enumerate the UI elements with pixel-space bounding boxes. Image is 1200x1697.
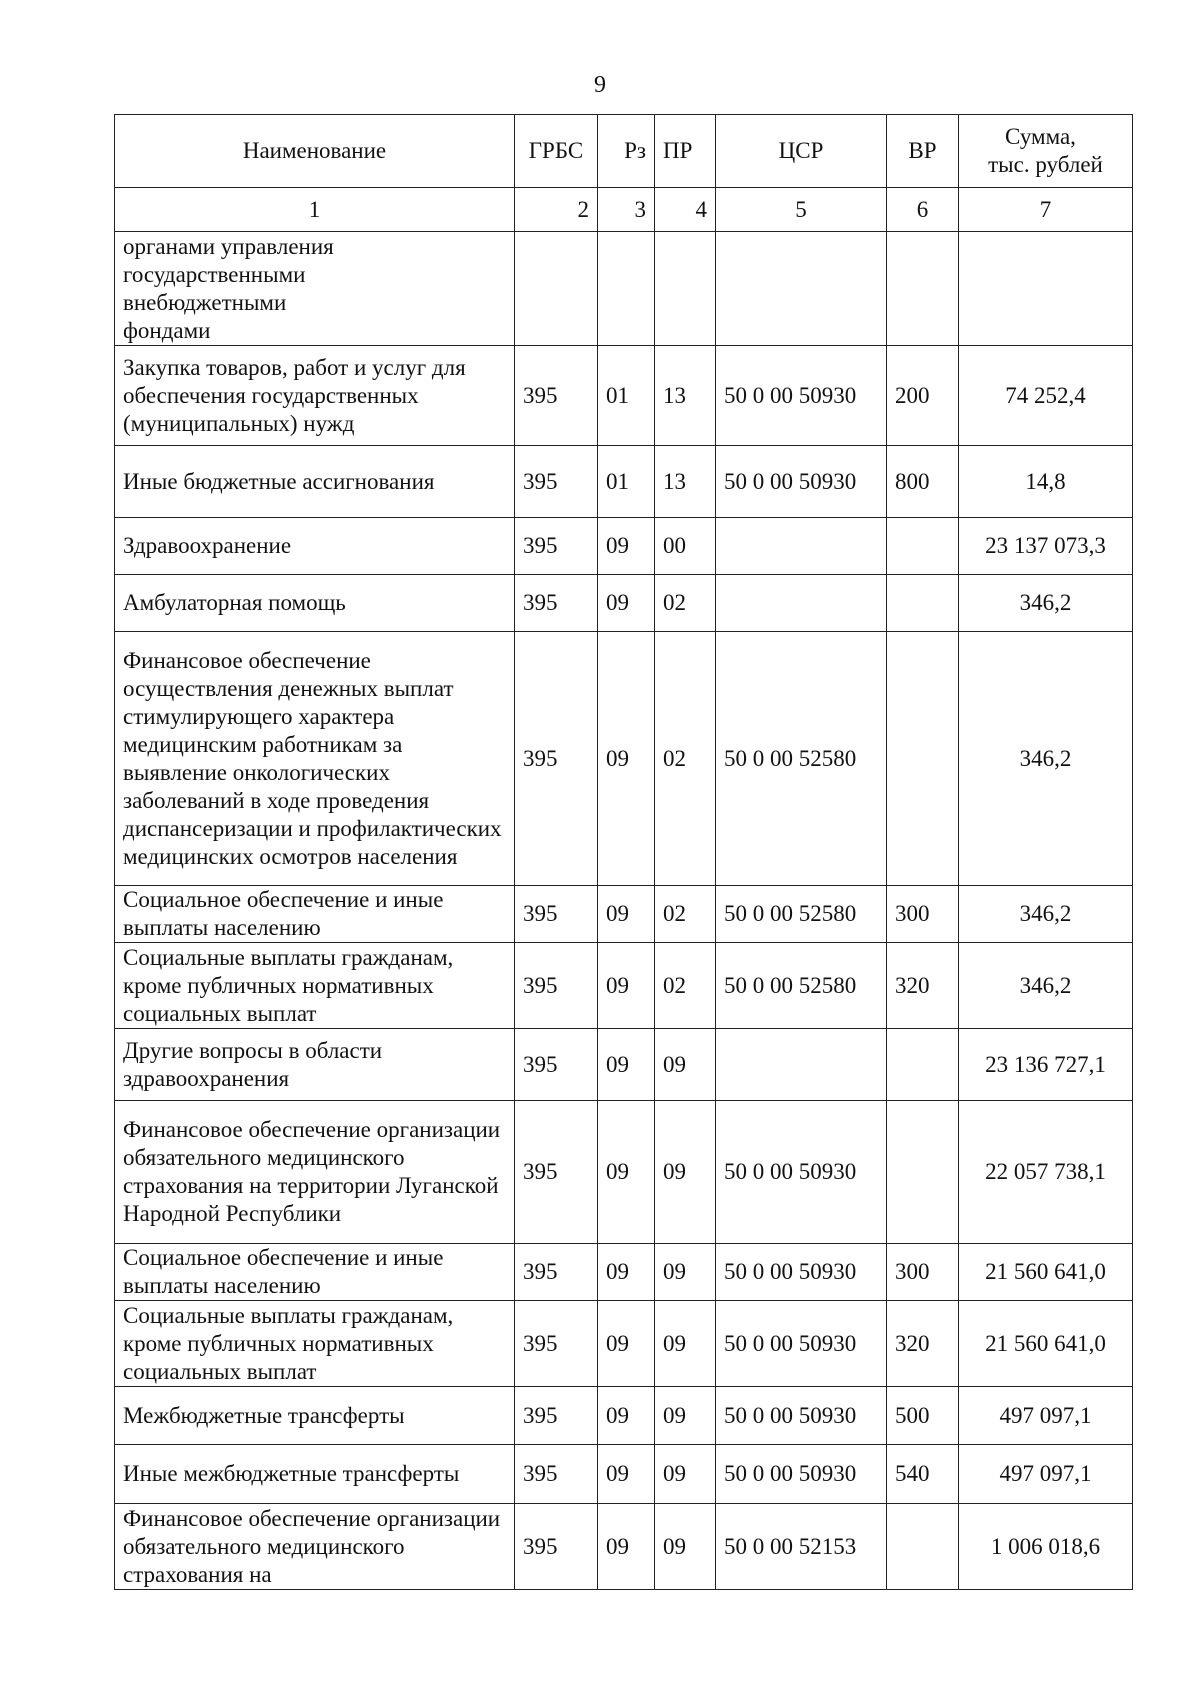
row-csr-cell [716,518,887,575]
column-number: 4 [655,188,716,232]
row-csr-cell: 50 0 00 50930 [716,346,887,446]
row-name-cell: Здравоохранение [115,518,515,575]
header-sum [959,115,1133,188]
row-grbs-cell: 395 [515,1101,598,1244]
row-pr-cell: 09 [655,1504,716,1590]
row-sum-cell: 23 137 073,3 [959,518,1133,575]
table-row [115,1301,1133,1387]
row-rz-cell: 09 [598,1445,655,1504]
column-number: 3 [598,188,655,232]
header-rz: Рз [598,115,655,188]
row-vr-cell: 500 [887,1387,959,1445]
column-number: 1 [115,188,515,232]
row-rz-cell: 09 [598,886,655,943]
row-pr-cell: 02 [655,632,716,886]
row-pr-cell: 02 [655,886,716,943]
row-sum-cell: 21 560 641,0 [959,1244,1133,1301]
table-row [115,1504,1133,1590]
row-grbs-cell: 395 [515,346,598,446]
row-rz-cell: 01 [598,446,655,518]
column-number: 2 [515,188,598,232]
row-grbs-cell: 395 [515,1301,598,1387]
row-vr-cell [887,1101,959,1244]
row-pr-cell: 09 [655,1244,716,1301]
column-number: 5 [716,188,887,232]
table-row [115,1101,1133,1244]
row-sum-cell: 74 252,4 [959,346,1133,446]
row-rz-cell [598,232,655,346]
header-row [115,115,1133,188]
row-vr-cell: 320 [887,1301,959,1387]
row-rz-cell: 09 [598,943,655,1029]
table-body [115,232,1133,1590]
row-pr-cell: 09 [655,1029,716,1101]
row-csr-cell: 50 0 00 50930 [716,446,887,518]
row-rz-cell: 09 [598,632,655,886]
row-csr-cell: 50 0 00 52580 [716,943,887,1029]
row-vr-cell [887,632,959,886]
row-pr-cell: 13 [655,346,716,446]
row-pr-cell [655,232,716,346]
row-name-cell: Иные межбюджетные трансферты [115,1445,515,1504]
row-vr-cell: 800 [887,446,959,518]
row-sum-cell: 14,8 [959,446,1133,518]
row-grbs-cell: 395 [515,1445,598,1504]
row-name-cell: Финансовое обеспечение осуществления денежных выплат стимулирующего характера медицинским работникам за выявление онкологических заболеваний в ходе проведения диспансеризации и профилактических медицинских осмотров населения [115,632,515,886]
table-row [115,575,1133,632]
row-rz-cell: 09 [598,1244,655,1301]
row-csr-cell: 50 0 00 50930 [716,1301,887,1387]
row-vr-cell: 200 [887,346,959,446]
table-row [115,1029,1133,1101]
row-name-cell: Социальное обеспечение и иные выплаты населению [115,886,515,943]
row-grbs-cell: 395 [515,943,598,1029]
row-sum-cell [959,232,1133,346]
row-csr-cell: 50 0 00 52580 [716,886,887,943]
row-name-cell: Финансовое обеспечение организации обязательного медицинского страхования на территории Луганской Народной Республики [115,1101,515,1244]
table-row [115,943,1133,1029]
header-sum-line1: Сумма, [1005,124,1076,149]
row-name-cell: Социальные выплаты гражданам, кроме публичных нормативных социальных выплат [115,943,515,1029]
row-rz-cell: 09 [598,1387,655,1445]
table-row [115,886,1133,943]
row-name-cell: Другие вопросы в области здравоохранения [115,1029,515,1101]
row-vr-cell [887,1029,959,1101]
row-csr-cell [716,575,887,632]
row-pr-cell: 09 [655,1101,716,1244]
row-sum-cell: 346,2 [959,575,1133,632]
row-csr-cell: 50 0 00 50930 [716,1244,887,1301]
row-sum-cell: 346,2 [959,943,1133,1029]
row-sum-cell: 1 006 018,6 [959,1504,1133,1590]
table-row [115,1244,1133,1301]
row-grbs-cell: 395 [515,1504,598,1590]
row-pr-cell: 09 [655,1301,716,1387]
header-grbs: ГРБС [515,115,598,188]
row-rz-cell: 09 [598,518,655,575]
row-grbs-cell: 395 [515,886,598,943]
header-pr: ПР [655,115,716,188]
row-csr-cell: 50 0 00 50930 [716,1445,887,1504]
row-sum-cell: 346,2 [959,632,1133,886]
row-sum-cell: 22 057 738,1 [959,1101,1133,1244]
row-pr-cell: 02 [655,575,716,632]
row-csr-cell: 50 0 00 52580 [716,632,887,886]
row-csr-cell: 50 0 00 50930 [716,1101,887,1244]
header-vr: ВР [887,115,959,188]
column-number: 7 [959,188,1133,232]
column-number-row [115,188,1133,232]
row-csr-cell [716,1029,887,1101]
header-csr: ЦСР [716,115,887,188]
row-vr-cell: 300 [887,886,959,943]
row-rz-cell: 09 [598,1029,655,1101]
row-grbs-cell [515,232,598,346]
table-row [115,1445,1133,1504]
budget-table [114,114,1133,1590]
table-row [115,232,1133,346]
row-pr-cell: 02 [655,943,716,1029]
page-number: 9 [594,72,606,98]
row-vr-cell: 300 [887,1244,959,1301]
row-vr-cell [887,1504,959,1590]
row-vr-cell: 320 [887,943,959,1029]
row-rz-cell: 09 [598,1301,655,1387]
row-vr-cell [887,232,959,346]
row-sum-cell: 23 136 727,1 [959,1029,1133,1101]
row-csr-cell: 50 0 00 50930 [716,1387,887,1445]
table-row [115,446,1133,518]
row-name-cell: Иные бюджетные ассигнования [115,446,515,518]
row-name-cell: Финансовое обеспечение организации обязательного медицинского страхования на [115,1504,515,1590]
table-row [115,1387,1133,1445]
row-grbs-cell: 395 [515,1387,598,1445]
row-vr-cell [887,575,959,632]
row-csr-cell: 50 0 00 52153 [716,1504,887,1590]
row-name-cell: Закупка товаров, работ и услуг для обеспечения государственных (муниципальных) нужд [115,346,515,446]
row-grbs-cell: 395 [515,446,598,518]
row-rz-cell: 09 [598,1504,655,1590]
row-name-cell: Межбюджетные трансферты [115,1387,515,1445]
row-sum-cell: 21 560 641,0 [959,1301,1133,1387]
row-sum-cell: 497 097,1 [959,1445,1133,1504]
row-vr-cell: 540 [887,1445,959,1504]
row-name-cell: Социальное обеспечение и иные выплаты населению [115,1244,515,1301]
row-name-cell: органами управления государственными внебюджетными фондами [115,232,515,346]
row-rz-cell: 09 [598,575,655,632]
row-rz-cell: 01 [598,346,655,446]
header-name: Наименование [115,115,515,188]
table-row [115,346,1133,446]
row-grbs-cell: 395 [515,1029,598,1101]
row-grbs-cell: 395 [515,518,598,575]
row-pr-cell: 13 [655,446,716,518]
row-name-cell: Социальные выплаты гражданам, кроме публичных нормативных социальных выплат [115,1301,515,1387]
row-grbs-cell: 395 [515,575,598,632]
table-row [115,518,1133,575]
row-vr-cell [887,518,959,575]
header-sum-line2: тыс. рублей [988,152,1103,177]
table-row [115,632,1133,886]
row-pr-cell: 09 [655,1445,716,1504]
row-name-cell: Амбулаторная помощь [115,575,515,632]
row-sum-cell: 346,2 [959,886,1133,943]
row-grbs-cell: 395 [515,1244,598,1301]
row-csr-cell [716,232,887,346]
row-grbs-cell: 395 [515,632,598,886]
row-rz-cell: 09 [598,1101,655,1244]
column-number: 6 [887,188,959,232]
row-pr-cell: 00 [655,518,716,575]
row-pr-cell: 09 [655,1387,716,1445]
row-sum-cell: 497 097,1 [959,1387,1133,1445]
